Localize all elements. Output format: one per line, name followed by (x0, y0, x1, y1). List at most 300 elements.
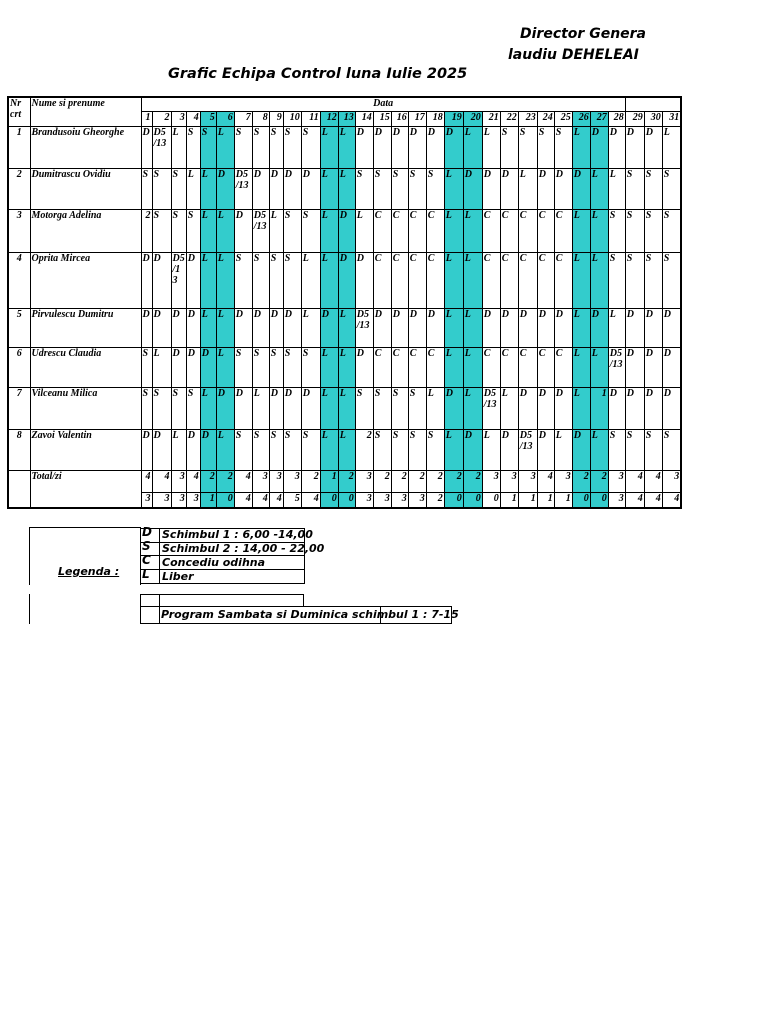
shift-cell: L (572, 252, 590, 308)
daily-total: 3 (186, 492, 200, 508)
shift-cell: L (171, 126, 186, 168)
shift-cell: S (355, 168, 373, 209)
daily-total: 4 (186, 470, 200, 492)
shift-cell: D5 /13 (355, 308, 373, 347)
shift-cell: D (355, 252, 373, 308)
daily-total: 2 (426, 492, 444, 508)
shift-cell: C (391, 209, 408, 252)
legend-top-border (29, 527, 141, 528)
daily-total: 0 (444, 492, 463, 508)
shift-cell: S (234, 126, 252, 168)
shift-cell: C (408, 347, 426, 387)
shift-cell: D (537, 168, 554, 209)
shift-cell: L (320, 209, 338, 252)
shift-cell: S (252, 252, 269, 308)
shift-cell: L (186, 168, 200, 209)
shift-cell: D (338, 209, 355, 252)
program-code-left (140, 594, 141, 624)
shift-cell: D (269, 168, 283, 209)
daily-total: 4 (625, 492, 644, 508)
shift-cell: D (662, 347, 681, 387)
daily-total: 1 (537, 492, 554, 508)
daily-total: 3 (518, 470, 537, 492)
shift-cell: S (518, 126, 537, 168)
employee-name: Oprita Mircea (30, 252, 141, 308)
shift-cell: S (171, 168, 186, 209)
shift-cell: S (141, 387, 152, 429)
shift-cell: D (234, 209, 252, 252)
shift-cell: D (186, 252, 200, 308)
director-name: laudiu DEHELEAI (508, 47, 639, 63)
shift-cell: S (662, 429, 681, 470)
shift-cell: 1 (590, 387, 608, 429)
row-nr: 4 (8, 252, 30, 308)
shift-cell: D (391, 308, 408, 347)
shift-cell: D (373, 126, 391, 168)
day-header-4: 4 (186, 111, 200, 126)
row-nr: 7 (8, 387, 30, 429)
employee-name: Udrescu Claudia (30, 347, 141, 387)
program-weekend-note: Program Sambata si Duminica schimbul 1 : 7-15 (161, 608, 459, 621)
shift-cell: D (141, 429, 152, 470)
daily-total: 4 (662, 492, 681, 508)
shift-cell: S (608, 429, 625, 470)
legend-left-border (29, 527, 30, 585)
shift-cell: L (444, 209, 463, 252)
shift-cell: L (216, 126, 234, 168)
day-header-5: 5 (200, 111, 216, 126)
daily-total: 0 (216, 492, 234, 508)
daily-total: 2 (373, 470, 391, 492)
shift-cell: D (537, 387, 554, 429)
shift-cell: L (482, 126, 500, 168)
shift-cell: C (426, 209, 444, 252)
daily-total: 0 (338, 492, 355, 508)
daily-total: 0 (590, 492, 608, 508)
shift-cell: 2 (355, 429, 373, 470)
shift-cell: L (482, 429, 500, 470)
row-nr: 5 (8, 308, 30, 347)
shift-cell: S (171, 387, 186, 429)
daily-total: 3 (152, 492, 171, 508)
daily-total: 5 (283, 492, 301, 508)
total-label: Total/zi (30, 470, 141, 508)
shift-cell: S (152, 387, 171, 429)
shift-cell: D (625, 126, 644, 168)
daily-total: 3 (269, 470, 283, 492)
shift-cell: D (572, 429, 590, 470)
daily-total: 1 (320, 470, 338, 492)
shift-cell: D (518, 387, 537, 429)
shift-cell: C (373, 347, 391, 387)
day-header-6: 6 (216, 111, 234, 126)
shift-cell: S (373, 387, 391, 429)
daily-total: 0 (463, 492, 482, 508)
day-header-17: 17 (408, 111, 426, 126)
shift-cell: D (500, 429, 518, 470)
shift-cell: L (216, 347, 234, 387)
shift-cell: D (463, 168, 482, 209)
shift-cell: L (444, 429, 463, 470)
shift-cell: S (662, 168, 681, 209)
daily-total: 2 (572, 470, 590, 492)
shift-cell: D (426, 126, 444, 168)
day-header-28: 28 (608, 111, 625, 126)
shift-cell: L (572, 347, 590, 387)
shift-cell: S (408, 387, 426, 429)
shift-cell: D (373, 308, 391, 347)
shift-cell: D5 /13 (518, 429, 537, 470)
name-header: Nume si prenume (30, 97, 141, 126)
daily-total: 4 (537, 470, 554, 492)
day-header-26: 26 (572, 111, 590, 126)
shift-cell: D (355, 347, 373, 387)
daily-total: 0 (572, 492, 590, 508)
table-row (8, 308, 681, 347)
shift-cell: D5 /13 (482, 387, 500, 429)
shift-cell: C (373, 209, 391, 252)
shift-cell: C (500, 347, 518, 387)
daily-total: 3 (171, 492, 186, 508)
shift-cell: D (554, 168, 572, 209)
shift-cell: C (554, 347, 572, 387)
shift-cell: D (644, 308, 662, 347)
shift-cell: D (554, 308, 572, 347)
shift-cell: D (608, 126, 625, 168)
day-header-1: 1 (141, 111, 152, 126)
shift-cell: S (269, 347, 283, 387)
shift-cell: L (338, 168, 355, 209)
daily-total: 2 (200, 470, 216, 492)
daily-total: 3 (500, 470, 518, 492)
shift-cell: S (625, 209, 644, 252)
day-header-16: 16 (391, 111, 408, 126)
shift-cell: S (537, 126, 554, 168)
shift-cell: D (662, 387, 681, 429)
shift-cell: S (662, 209, 681, 252)
day-header-29: 29 (625, 111, 644, 126)
page-title: Grafic Echipa Control luna Iulie 2025 (168, 66, 468, 82)
shift-cell: D (518, 308, 537, 347)
shift-cell: D (252, 308, 269, 347)
shift-cell: D (152, 252, 171, 308)
daily-total: 2 (338, 470, 355, 492)
shift-cell: S (234, 429, 252, 470)
shift-cell: S (625, 429, 644, 470)
shift-cell: S (283, 126, 301, 168)
shift-cell: S (283, 347, 301, 387)
shift-cell: S (391, 387, 408, 429)
employee-name: Dumitrascu Ovidiu (30, 168, 141, 209)
shift-cell: C (554, 252, 572, 308)
row-nr: 8 (8, 429, 30, 470)
shift-cell: D (355, 126, 373, 168)
shift-cell: C (518, 252, 537, 308)
shift-cell: L (200, 308, 216, 347)
shift-cell: L (662, 126, 681, 168)
table-row (8, 126, 681, 168)
employee-name: Pirvulescu Dumitru (30, 308, 141, 347)
shift-cell: S (152, 209, 171, 252)
shift-cell: S (408, 429, 426, 470)
shift-cell: S (662, 252, 681, 308)
daily-total: 3 (373, 492, 391, 508)
shift-cell: D (141, 308, 152, 347)
shift-cell: L (320, 347, 338, 387)
shift-cell: D (186, 347, 200, 387)
shift-cell: D (234, 308, 252, 347)
shift-cell: D (537, 308, 554, 347)
shift-cell: S (500, 126, 518, 168)
shift-cell: D (482, 168, 500, 209)
employee-name: Motorga Adelina (30, 209, 141, 252)
shift-cell: L (463, 126, 482, 168)
shift-cell: S (269, 429, 283, 470)
shift-cell: L (320, 387, 338, 429)
daily-total: 0 (320, 492, 338, 508)
employee-name: Vilceanu Milica (30, 387, 141, 429)
shift-cell: S (171, 209, 186, 252)
row-nr: 6 (8, 347, 30, 387)
shift-cell: D (171, 347, 186, 387)
daily-total: 3 (408, 492, 426, 508)
shift-cell: D5 /13 (252, 209, 269, 252)
program-top-border (140, 594, 304, 595)
legend-code-sep (159, 542, 160, 556)
shift-cell: L (338, 387, 355, 429)
shift-cell: C (537, 209, 554, 252)
shift-cell: D5 /1 3 (171, 252, 186, 308)
employee-name: Brandusoiu Gheorghe (30, 126, 141, 168)
shift-cell: L (444, 252, 463, 308)
shift-cell: L (216, 209, 234, 252)
shift-cell: C (408, 209, 426, 252)
legend-code: L (142, 567, 150, 581)
shift-cell: C (391, 347, 408, 387)
shift-cell: S (283, 429, 301, 470)
shift-cell: S (625, 252, 644, 308)
shift-cell: S (408, 168, 426, 209)
shift-cell: L (338, 308, 355, 347)
data-header-tail (625, 97, 681, 111)
table-row (8, 168, 681, 209)
daily-total: 3 (355, 492, 373, 508)
shift-cell: L (216, 429, 234, 470)
shift-cell: C (391, 252, 408, 308)
shift-cell: C (554, 209, 572, 252)
shift-cell: C (518, 347, 537, 387)
legend-title: Legenda : (58, 565, 120, 578)
shift-cell: L (301, 308, 320, 347)
shift-cell: D (391, 126, 408, 168)
shift-cell: S (252, 347, 269, 387)
shift-cell: D (590, 126, 608, 168)
shift-cell: S (554, 126, 572, 168)
daily-total: 4 (252, 492, 269, 508)
shift-cell: D (186, 429, 200, 470)
shift-cell: D (572, 168, 590, 209)
row-nr: 3 (8, 209, 30, 252)
shift-cell: L (301, 252, 320, 308)
nr-crt-header: Nr crt (8, 97, 30, 126)
day-header-19: 19 (444, 111, 463, 126)
table-row (8, 209, 681, 252)
shift-cell: C (482, 209, 500, 252)
shift-cell: D (252, 168, 269, 209)
shift-cell: S (426, 168, 444, 209)
shift-cell: D5 /13 (152, 126, 171, 168)
legend-text: Liber (162, 570, 194, 583)
daily-total: 3 (554, 470, 572, 492)
shift-cell: D (625, 387, 644, 429)
shift-cell: D (171, 308, 186, 347)
shift-cell: D (625, 347, 644, 387)
shift-cell: L (463, 252, 482, 308)
legend-code: C (142, 553, 151, 567)
shift-cell: D (608, 387, 625, 429)
shift-cell: D (234, 387, 252, 429)
program-bottom-border (140, 623, 452, 624)
daily-total: 3 (171, 470, 186, 492)
shift-cell: D (320, 308, 338, 347)
shift-cell: S (269, 252, 283, 308)
shift-cell: D5 /13 (608, 347, 625, 387)
shift-cell: C (518, 209, 537, 252)
shift-cell: L (518, 168, 537, 209)
daily-total: 4 (644, 492, 662, 508)
day-header-13: 13 (338, 111, 355, 126)
shift-cell: L (444, 308, 463, 347)
program-box-right (303, 594, 304, 606)
daily-total: 1 (500, 492, 518, 508)
shift-cell: D (141, 252, 152, 308)
shift-cell: S (252, 126, 269, 168)
shift-cell: S (301, 347, 320, 387)
table-row (8, 429, 681, 470)
shift-cell: D (186, 308, 200, 347)
day-header-10: 10 (283, 111, 301, 126)
shift-cell: L (572, 209, 590, 252)
shift-cell: D (590, 308, 608, 347)
shift-cell: D (283, 308, 301, 347)
shift-cell: S (373, 429, 391, 470)
day-header-24: 24 (537, 111, 554, 126)
shift-cell: S (141, 347, 152, 387)
legend-code-sep (159, 556, 160, 570)
shift-cell: S (269, 126, 283, 168)
daily-total: 4 (234, 470, 252, 492)
day-header-22: 22 (500, 111, 518, 126)
shift-cell: L (572, 387, 590, 429)
shift-cell: S (152, 168, 171, 209)
shift-cell: D (554, 387, 572, 429)
day-header-18: 18 (426, 111, 444, 126)
table-row (8, 347, 681, 387)
shift-cell: C (482, 347, 500, 387)
shift-cell: C (500, 252, 518, 308)
legend-text: Schimbul 1 : 6,00 -14,00 (162, 528, 313, 541)
shift-cell: S (301, 126, 320, 168)
shift-cell: L (355, 209, 373, 252)
day-header-7: 7 (234, 111, 252, 126)
legend-text: Schimbul 2 : 14,00 - 22,00 (162, 542, 325, 555)
day-header-25: 25 (554, 111, 572, 126)
shift-cell: D (408, 308, 426, 347)
shift-cell: S (391, 168, 408, 209)
day-header-3: 3 (171, 111, 186, 126)
row-nr: 1 (8, 126, 30, 168)
shift-cell: L (444, 168, 463, 209)
shift-cell: L (572, 308, 590, 347)
daily-total: 3 (252, 470, 269, 492)
director-title: Director Genera (520, 26, 647, 42)
shift-cell: S (301, 209, 320, 252)
daily-total: 2 (444, 470, 463, 492)
daily-total: 2 (216, 470, 234, 492)
shift-cell: L (216, 252, 234, 308)
data-header: Data (141, 97, 625, 111)
shift-cell: S (200, 126, 216, 168)
shift-cell: S (644, 252, 662, 308)
day-header-2: 2 (152, 111, 171, 126)
daily-total: 4 (141, 470, 152, 492)
legend-code: D (142, 525, 152, 539)
shift-cell: C (500, 209, 518, 252)
total-nr-cell (8, 470, 30, 508)
day-header-14: 14 (355, 111, 373, 126)
shift-cell: D (301, 168, 320, 209)
day-header-11: 11 (301, 111, 320, 126)
daily-total: 2 (426, 470, 444, 492)
shift-cell: D (216, 168, 234, 209)
shift-cell: S (608, 252, 625, 308)
shift-cell: L (444, 347, 463, 387)
shift-cell: L (200, 209, 216, 252)
shift-cell: L (200, 387, 216, 429)
shift-cell: D (500, 168, 518, 209)
shift-cell: D (537, 429, 554, 470)
shift-cell: L (320, 252, 338, 308)
shift-cell: S (391, 429, 408, 470)
shift-cell: L (590, 209, 608, 252)
day-header-30: 30 (644, 111, 662, 126)
day-header-31: 31 (662, 111, 681, 126)
shift-cell: L (463, 308, 482, 347)
day-header-9: 9 (269, 111, 283, 126)
shift-cell: D (141, 126, 152, 168)
legend-code: S (142, 539, 151, 553)
shift-cell: L (200, 252, 216, 308)
shift-cell: L (252, 387, 269, 429)
shift-cell: S (186, 126, 200, 168)
shift-cell: L (463, 347, 482, 387)
daily-total: 1 (200, 492, 216, 508)
shift-cell: D (338, 252, 355, 308)
day-header-27: 27 (590, 111, 608, 126)
shift-cell: D (269, 308, 283, 347)
shift-cell: L (152, 347, 171, 387)
daily-total: 1 (554, 492, 572, 508)
shift-cell: C (373, 252, 391, 308)
daily-total: 4 (152, 470, 171, 492)
shift-cell: L (608, 308, 625, 347)
shift-cell: L (320, 126, 338, 168)
shift-cell: D (482, 308, 500, 347)
legend-text: Concediu odihna (162, 556, 266, 569)
shift-cell: L (500, 387, 518, 429)
shift-cell: L (200, 168, 216, 209)
shift-cell: L (338, 347, 355, 387)
